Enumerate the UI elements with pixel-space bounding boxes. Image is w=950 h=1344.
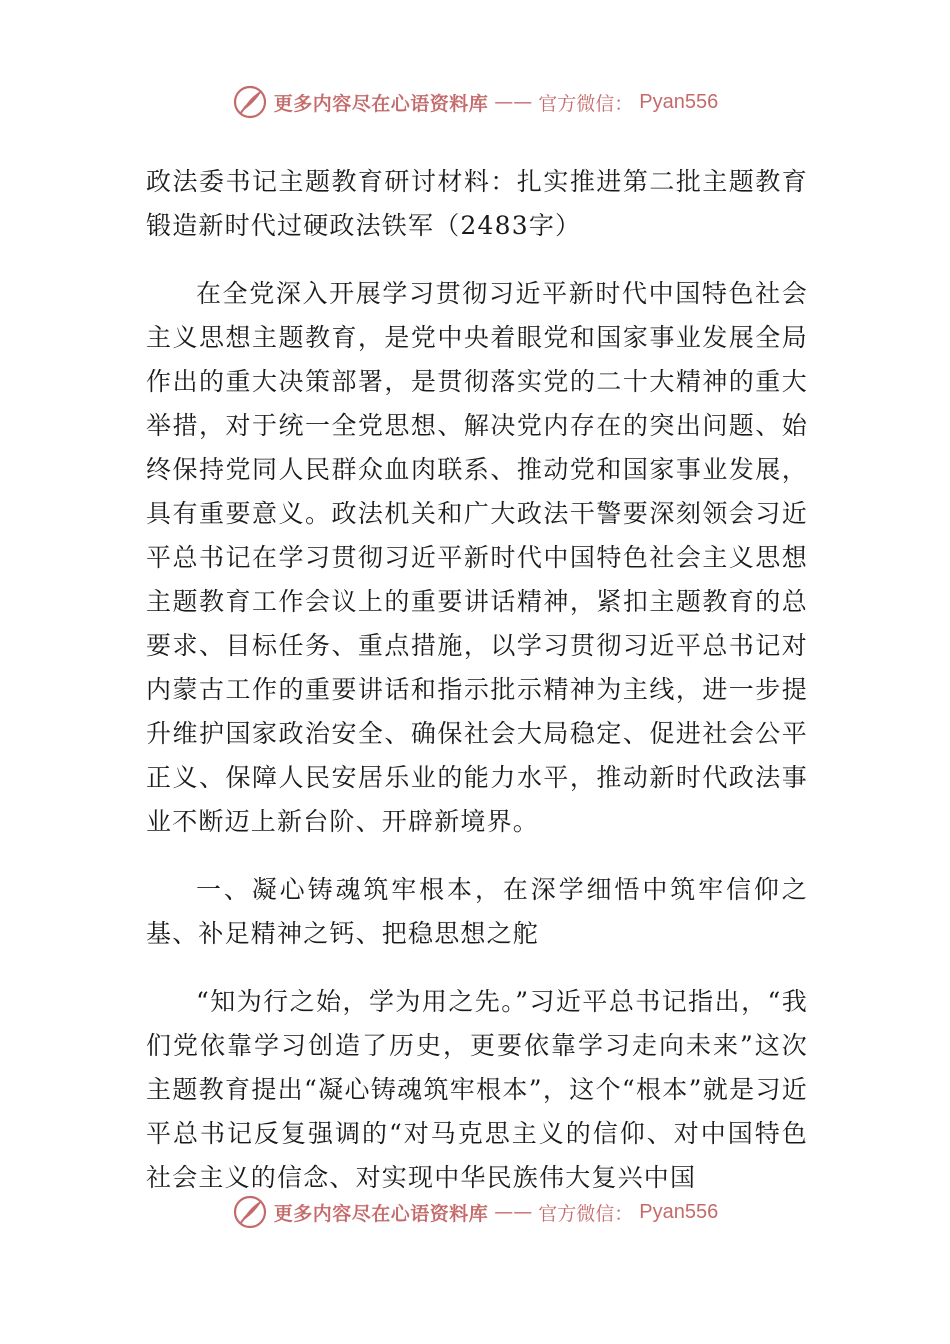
banner-wechat-label: 官方微信：	[538, 92, 634, 115]
footer-wechat-id: Pyan556	[639, 1200, 719, 1223]
banner-brand-text: 更多内容尽在心语资料库	[273, 92, 489, 115]
footer-dash: ——	[494, 1201, 533, 1223]
paragraph-section-1: “知为行之始，学为用之先。”习近平总书记指出，“我们党依靠学习创造了历史，更要依靠学习走向未来”这次主题教育提出“凝心铸魂筑牢根本”，这个“根本”就是习近平总书记反复强调的“对马克思主义的信仰、对中国特色社会主义的信念、对实现中华民族伟大复兴中国	[146, 987, 808, 1192]
footer-banner	[0, 1190, 950, 1234]
document-title: 政法委书记主题教育研讨材料：扎实推进第二批主题教育锻造新时代过硬政法铁军（2483字）	[146, 167, 808, 240]
section-heading-1: 一、凝心铸魂筑牢根本，在深学细悟中筑牢信仰之基、补足精神之钙、把稳思想之舵	[146, 875, 808, 948]
header-banner	[0, 80, 950, 124]
document-body	[146, 160, 808, 1224]
paragraph-intro: 在全党深入开展学习贯彻习近平新时代中国特色社会主义思想主题教育，是党中央着眼党和国家事业发展全局作出的重大决策部署，是贯彻落实党的二十大精神的重大举措，对于统一全党思想、解决党内存在的突出问题、始终保持党同人民群众血肉联系、推动党和国家事业发展，具有重要意义。政法机关和广大政法干警要深刻领会习近平总书记在学习贯彻习近平新时代中国特色社会主义思想主题教育工作会议上的重要讲话精神，紧扣主题教育的总要求、目标任务、重点措施，以学习贯彻习近平总书记对内蒙古工作的重要讲话和指示批示精神为主线，进一步提升维护国家政治安全、确保社会大局稳定、促进社会公平正义、保障人民安居乐业的能力水平，推动新时代政法事业不断迈上新台阶、开辟新境界。	[146, 279, 808, 836]
footer-brand-text: 更多内容尽在心语资料库	[273, 1202, 489, 1225]
quill-logo-icon	[232, 1194, 268, 1230]
footer-wechat-label: 官方微信：	[538, 1202, 634, 1225]
banner-wechat-id: Pyan556	[639, 90, 719, 113]
quill-logo-icon	[232, 84, 268, 120]
banner-dash: ——	[494, 91, 533, 113]
